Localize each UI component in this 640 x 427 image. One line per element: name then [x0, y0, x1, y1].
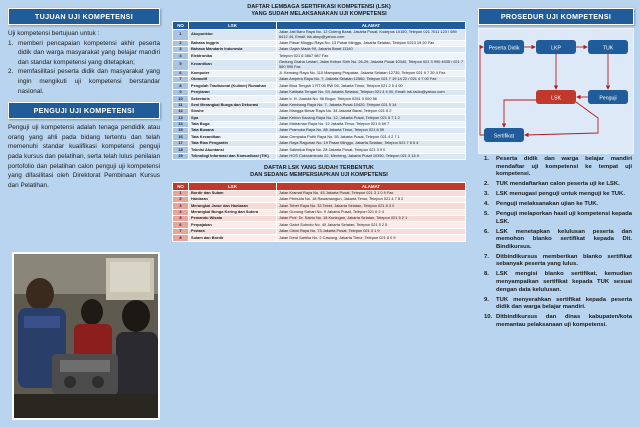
- row-number: 19: [173, 153, 189, 159]
- header-alamat: ALAMAT: [277, 21, 466, 29]
- list-item: [8, 67, 160, 96]
- step-number: 9.: [484, 296, 489, 303]
- table1-title-line2: YANG SUDAH MELAKSANAKAN UJI KOMPETENSI: [251, 10, 387, 17]
- row-lsk: Perpajakan: [189, 222, 277, 228]
- svg-text:Sertifikat: Sertifikat: [493, 133, 515, 140]
- list-item: [8, 39, 160, 68]
- row-number: 5: [173, 59, 189, 70]
- step-text: Ditbindikursus memberikan blanko sertifikat sebanyak peserta yang lulus.: [496, 253, 632, 268]
- row-alamat: Jalan Raya Ragunan No. 19 Pasar Minggu, Jakarta Selatan, Telepon 021 7 8 6 4: [277, 140, 466, 146]
- row-number: 6: [173, 70, 189, 76]
- row-lsk: Bahasa Inggris: [189, 40, 277, 46]
- row-number: 12: [173, 108, 189, 114]
- row-alamat: Jalan Pasar Minggu Raya No. 13 Pasar Minggu, Jakarta Selatan, Telepon 0213 19 20 Fax: [277, 40, 466, 46]
- list-item: [484, 201, 632, 209]
- list-item-number: 2.: [8, 68, 14, 76]
- goals-intro: Uji kompetensi bertujuan untuk :: [8, 30, 100, 37]
- row-lsk: Kecantikan: [189, 59, 277, 70]
- row-number: 14: [173, 121, 189, 127]
- list-item-text: memberi pencapaian kompetensi akhir peserta didik dan warga masyarakat yang belajar mandiri dan standar kompetensi yang ditetapkan;: [18, 39, 160, 66]
- step-text: Penguji melaksanakan ujian ke TUK.: [496, 201, 599, 208]
- flow-node-lsk: [536, 90, 576, 104]
- table1-title-line1: DAFTAR LEMBAGA SERTIFIKASI KOMPETENSI (LSK): [247, 4, 391, 10]
- step-number: 2.: [484, 181, 489, 188]
- row-alamat: Jalan Cikini Raya No. 73 Jakarta Pusat, Telepon 021 3 1 9: [277, 228, 466, 234]
- row-alamat: Jalan Gunung Sahari No. 9 Jakarta Pusat, Telepon 021 6 2 4: [277, 209, 466, 215]
- row-number: 9: [173, 89, 189, 95]
- header-alamat: ALAMAT: [277, 182, 466, 190]
- step-number: 1.: [484, 156, 489, 162]
- procedure-steps-list: [484, 156, 632, 332]
- header-lsk: LSK: [189, 182, 277, 190]
- step-number: 10.: [484, 314, 493, 321]
- left-panel: [0, 0, 168, 427]
- lsk-table-body: [173, 29, 466, 159]
- row-lsk: Hantaran: [189, 196, 277, 202]
- row-lsk: Akupunktur: [189, 29, 277, 40]
- row-number: 2: [173, 196, 189, 202]
- row-number: 2: [173, 40, 189, 46]
- list-item: [484, 254, 632, 269]
- procedure-section-title: PROSEDUR UJI KOMPETENSI: [478, 8, 634, 25]
- row-lsk: Seni Merangkai Bunga dan Dekorasi: [189, 102, 277, 108]
- row-alamat: Jalan Kramat Raya No. 45 Jakarta Pusat, Telepon 021 3 1 0 9 Fax: [277, 190, 466, 196]
- row-alamat: Jalan Mangga Besar Raya No. 34 Jakarta Barat, Telepon 021 6 2: [277, 108, 466, 114]
- row-lsk: Pengolah Tradisional (Kuliner) Rumahan: [189, 83, 277, 89]
- row-lsk: Teknisi Akuntansi: [189, 147, 277, 153]
- list-item-text: memfasilitasi peserta didik dan masyarakat yang ingin mengikuti uji kompetensi berstandar nasional.: [18, 68, 160, 95]
- row-alamat: Jalan Prof. Dr. Satrio No. 18 Kuningan, Jakarta Selatan, Telepon 021 5 2 1: [277, 216, 466, 222]
- row-number: 3: [173, 46, 189, 52]
- row-lsk: Pewara: [189, 228, 277, 234]
- row-number: 6: [173, 222, 189, 228]
- row-number: 8: [173, 235, 189, 241]
- header-lsk: LSK: [189, 21, 277, 29]
- step-text: TUK mendaftarkan calon peserta uji ke LSK.: [496, 181, 620, 188]
- header-no: NO: [173, 182, 189, 190]
- row-lsk: Merangkai Janur dan Hantaran: [189, 203, 277, 209]
- row-lsk: Komputer: [189, 70, 277, 76]
- step-number: 7.: [484, 253, 489, 260]
- step-number: 3.: [484, 191, 489, 198]
- row-number: 1: [173, 190, 189, 196]
- list-item: [484, 191, 632, 199]
- svg-text:LSK: LSK: [551, 95, 561, 102]
- row-alamat: Jalan Ir. H. Juanda No. 96 Bogor, Telepon 0251 3 000 56: [277, 96, 466, 102]
- list-item: [484, 271, 632, 294]
- row-number: 18: [173, 147, 189, 153]
- goals-section-body: [8, 29, 160, 96]
- table-row: [173, 153, 466, 159]
- list-item: [484, 314, 632, 329]
- row-lsk: Bahasa Mandarin Indonesia: [189, 46, 277, 52]
- table-row: [173, 59, 466, 70]
- step-text: TUK menyerahkan sertifikat kepada peserta didik dan warga belajar mandiri.: [496, 296, 632, 311]
- header-no: NO: [173, 21, 189, 29]
- step-text: LSK menugasi penguji untuk menguji ke TUK.: [496, 191, 625, 198]
- row-number: 13: [173, 115, 189, 121]
- row-alamat: Jalan Pemuda No. 18 Rawamangun, Jakarta Timur, Telepon 021 4 7 8 2: [277, 196, 466, 202]
- table2-title-line2: DAN SEDANG MEMPERSIAPKAN UJI KOMPETENSI: [250, 171, 388, 178]
- table2-title-line1: DAFTAR LSK YANG SUDAH TERBENTUK: [264, 164, 374, 171]
- procedure-flow-diagram: [478, 28, 634, 154]
- row-lsk: Bordir dan Sulam: [189, 190, 277, 196]
- row-number: 7: [173, 77, 189, 83]
- list-item: [484, 297, 632, 312]
- row-lsk: Tata Busana: [189, 128, 277, 134]
- svg-text:Peserta Didik: Peserta Didik: [488, 45, 520, 52]
- row-number: 8: [173, 83, 189, 89]
- flow-node-tuk: [588, 40, 628, 54]
- step-text: LSK mengisi blanko sertifikat, kemudian menyampaikan sertifikat kepada TUK sesuai dengan data kelulusan.: [496, 271, 632, 293]
- row-lsk: Teknologi Informasi dan Komunikasi (TIK): [189, 153, 277, 159]
- examiner-section-title: PENGUJI UJI KOMPETENSI: [8, 102, 160, 119]
- training-photo-illustration: [14, 254, 158, 418]
- row-number: 3: [173, 203, 189, 209]
- right-panel: [470, 0, 640, 427]
- table2-title: [172, 165, 466, 179]
- table-header-row: [173, 182, 466, 190]
- list-item: [484, 156, 632, 179]
- goals-list: [8, 39, 160, 97]
- step-number: 8.: [484, 271, 489, 278]
- row-alamat: Jalan Kebon Kacang Raya No. 12, Jakarta Pusat, Telepon 021 5 7 1 2: [277, 115, 466, 121]
- row-alamat: Jalan Ampera Raya No. 7, Jakarta Selatan 12560, Telepon 021 7 19 14 22 / 021 4 7 00 Fax: [277, 77, 466, 83]
- examiner-text: Penguji uji kompetensi adalah tenaga pendidik atau orang yang ahli pada bidang tertentu dan telah memenuhi standar kualifikasi kompetensi penguji pada kursus dan pelatihan, serta telah lulus penilaian portofolio dan pelatihan calon penguji uji kompetensi yang difasilitasi oleh Direktorat Pembinaan Kursus dan Pelatihan.: [8, 124, 160, 189]
- goals-section-title: TUJUAN UJI KOMPETENSI: [8, 8, 160, 25]
- row-alamat: Jalan Dewi Sartika No. 2 Cawang, Jakarta Timur, Telepon 021 8 0 9: [277, 235, 466, 241]
- row-lsk: Spa: [189, 115, 277, 121]
- flow-node-peserta: [484, 40, 524, 54]
- row-number: 4: [173, 53, 189, 59]
- row-lsk: Tata Kecantikan: [189, 134, 277, 140]
- row-alamat: Jalan Matraman Raya No. 12 Jakarta Timur, Telepon 021 8 59 7: [277, 121, 466, 127]
- row-number: 1: [173, 29, 189, 40]
- row-lsk: Elektronika: [189, 53, 277, 59]
- row-alamat: Jalan Tebet Raya No. 33 Tebet, Jakarta Selatan, Telepon 021 8 3 0: [277, 203, 466, 209]
- list-item: [484, 211, 632, 226]
- row-alamat: Jalan Gatot Subroto No. 40 Jakarta Selatan, Telepon 021 5 2 5: [277, 222, 466, 228]
- row-alamat: Jalan Pramuka Raya No. 88 Jakarta Timur, Telepon 021 8 59: [277, 128, 466, 134]
- row-number: 7: [173, 228, 189, 234]
- row-lsk: Tata Rias Pengantin: [189, 140, 277, 146]
- training-photo: [12, 252, 160, 420]
- row-number: 17: [173, 140, 189, 146]
- table-row: [173, 29, 466, 40]
- middle-panel: [168, 0, 470, 427]
- svg-text:LKP: LKP: [551, 45, 561, 52]
- row-number: 5: [173, 216, 189, 222]
- table1-title: [172, 4, 466, 18]
- row-alamat: Jalan Bina Tengah 1 RT 05 RW 06, Jakarta Timur, Telepon 021 2 5 4 00: [277, 83, 466, 89]
- step-text: Ditbindikursus dan dinas kabupaten/kota memantau pelaksanaan uji kompetensi.: [496, 314, 632, 328]
- row-lsk: Tata Boga: [189, 121, 277, 127]
- svg-text:Penguji: Penguji: [599, 95, 617, 102]
- row-number: 10: [173, 96, 189, 102]
- step-number: 6.: [484, 228, 489, 235]
- row-number: 4: [173, 209, 189, 215]
- step-text: Penguji melaporkan hasil uji kompetensi kepada LSK.: [496, 211, 632, 225]
- row-lsk: Sulam dan Bordir: [189, 235, 277, 241]
- row-lsk: Pemandu Wisata: [189, 216, 277, 222]
- list-item: [484, 181, 632, 189]
- table-row: [173, 235, 466, 241]
- row-lsk: Otomotif: [189, 77, 277, 83]
- flow-node-sertifikat: [484, 128, 524, 142]
- svg-text:TUK: TUK: [602, 45, 614, 52]
- row-lsk: Penyiaran: [189, 89, 277, 95]
- row-lsk: Sekretaris: [189, 96, 277, 102]
- lsk-preparing-table-body: [173, 190, 466, 241]
- row-alamat: Telepon 021 6 3867 987 Fax: [277, 53, 466, 59]
- row-number: 11: [173, 102, 189, 108]
- row-alamat: Gedung Graha Lestari, Jalan Kebon Sirih No. 26-29, Jakarta Pusat 10340, Telepon 021 3 990 4535 / 021 7 560 999 Fax: [277, 59, 466, 70]
- row-alamat: Jl. Kemang Raya No. 110 Mampang Prapatan, Jakarta Selatan 12730, Telepon 021 9 7 39 4 Fax: [277, 70, 466, 76]
- row-alamat: Jalan Kembang Raya No. 7, Jakarta Pusat 10420, Telepon 021 5 14: [277, 102, 466, 108]
- row-number: 15: [173, 128, 189, 134]
- row-number: 16: [173, 134, 189, 140]
- table-header-row: [173, 21, 466, 29]
- flow-node-lkp: [536, 40, 576, 54]
- lsk-preparing-table: [172, 182, 466, 242]
- step-text: Peserta didik dan warga belajar mandiri mendaftar uji kompetensi ke tempat uji kompetensi.: [496, 156, 632, 178]
- step-number: 4.: [484, 201, 489, 208]
- row-alamat: Jalan HOS Cokroaminoto 22, Menteng, Jakarta Pusat 10350, Telepon 021 3 14 5: [277, 153, 466, 159]
- row-alamat: Jalan Kalibata Tengah No. 54 Jakarta Selatan, Telepon 021 4 4 00, Email: lsk.radio@yahoo.com: [277, 89, 466, 95]
- list-item-number: 1.: [8, 39, 14, 47]
- row-alamat: Jalan Gajah Mada 99, Jakarta Barat 11140: [277, 46, 466, 52]
- flow-node-penguji: [588, 90, 628, 104]
- row-lsk: Sinshe: [189, 108, 277, 114]
- lsk-table: [172, 21, 466, 160]
- list-item: [484, 229, 632, 252]
- step-number: 5.: [484, 211, 489, 218]
- row-lsk: Merangkai Bunga Kering dan Sutera: [189, 209, 277, 215]
- step-text: LSK menetapkan kelulusan peserta dan memohon blanko sertifikat kepada Dit. Bindikursus.: [496, 228, 632, 250]
- row-alamat: Jalan Cempaka Putih Raya No. 55 Jakarta Pusat, Telepon 021 4 2 7 1: [277, 134, 466, 140]
- row-alamat: Jalan Jati Baru Raya No. 12 Cideng Barat, Jakarta Pusat, Kodepos 10150, Telepon 021 7011 123 / 089 6412 44, Email: lsk.akup@yahoo.com: [277, 29, 466, 40]
- row-alamat: Jalan Salemba Raya No. 28 Jakarta Pusat, Telepon 021 3 9 0: [277, 147, 466, 153]
